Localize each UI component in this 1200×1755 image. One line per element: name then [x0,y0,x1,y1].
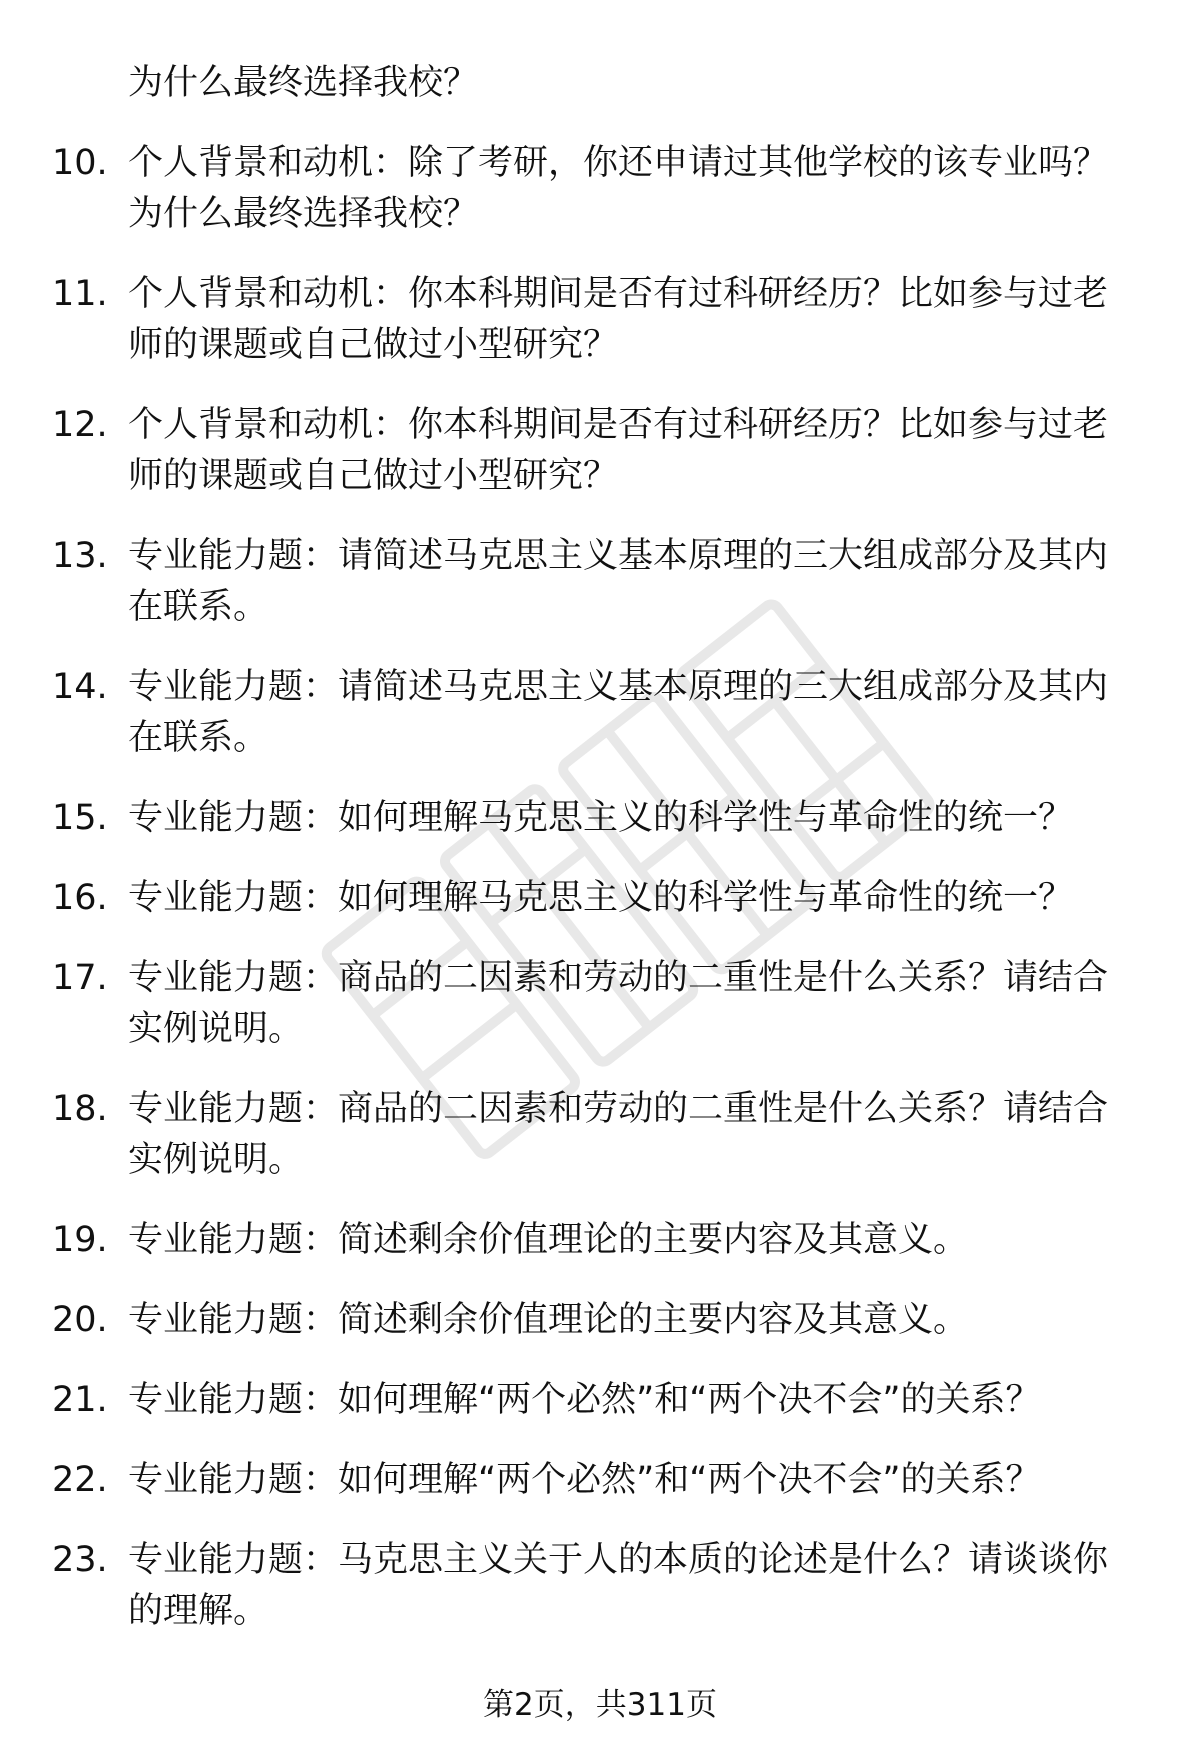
list-item-number: 14. [52,667,108,707]
list-item-number: 12. [52,405,108,445]
list-item-text: 专业能力题：如何理解“两个必然”和“两个决不会”的关系？ [128,1380,1041,1420]
list-item [0,873,1200,924]
list-item [0,1535,1200,1637]
list-item [0,793,1200,844]
list-item-text: 专业能力题：商品的二因素和劳动的二重性是什么关系？请结合实例说明。 [128,958,1109,1049]
list-item-text: 专业能力题：简述剩余价值理论的主要内容及其意义。 [128,1220,969,1260]
list-item-number: 23. [52,1540,108,1580]
list-item-number: 16. [52,878,108,918]
list-item-number: 20. [52,1300,108,1340]
list-item-text: 个人背景和动机：除了考研，你还申请过其他学校的该专业吗？为什么最终选择我校？ [128,143,1109,234]
list-item-number: 15. [52,798,108,838]
list-item [0,1455,1200,1506]
list-item-number: 18. [52,1089,108,1129]
list-item-text: 专业能力题：如何理解马克思主义的科学性与革命性的统一？ [128,878,1074,918]
list-item-text: 为什么最终选择我校？ [128,63,479,103]
list-item [0,1215,1200,1266]
list-item-text: 专业能力题：如何理解“两个必然”和“两个决不会”的关系？ [128,1460,1041,1500]
list-item-text: 个人背景和动机：你本科期间是否有过科研经历？比如参与过老师的课题或自己做过小型研究？ [128,274,1109,365]
list-item-text: 个人背景和动机：你本科期间是否有过科研经历？比如参与过老师的课题或自己做过小型研究？ [128,405,1109,496]
list-item [0,1375,1200,1426]
list-item [0,1295,1200,1346]
list-item-number: 10. [52,143,108,183]
list-item [0,138,1200,240]
list-item-text: 专业能力题：商品的二因素和劳动的二重性是什么关系？请结合实例说明。 [128,1089,1109,1180]
page-footer: 第2页，共311页 [483,1687,717,1723]
list-item [0,531,1200,633]
list-item-text: 专业能力题：简述剩余价值理论的主要内容及其意义。 [128,1300,969,1340]
list-item-text: 专业能力题：请简述马克思主义基本原理的三大组成部分及其内在联系。 [128,667,1109,758]
list-item-text: 专业能力题：马克思主义关于人的本质的论述是什么？请谈谈你的理解。 [128,1540,1109,1631]
list-item [0,1084,1200,1186]
list-item [0,662,1200,764]
list-item-text: 专业能力题：请简述马克思主义基本原理的三大组成部分及其内在联系。 [128,536,1109,627]
list-item-number: 11. [52,274,108,314]
list-item-continuation [0,58,1200,109]
list-item [0,269,1200,371]
list-item-number: 22. [52,1460,108,1500]
list-item [0,953,1200,1055]
list-item-number: 17. [52,958,108,998]
list-item-number: 13. [52,536,108,576]
list-item [0,400,1200,502]
list-item-number: 21. [52,1380,108,1420]
list-item-number: 19. [52,1220,108,1260]
list-item-text: 专业能力题：如何理解马克思主义的科学性与革命性的统一？ [128,798,1074,838]
question-list [0,58,1200,1666]
